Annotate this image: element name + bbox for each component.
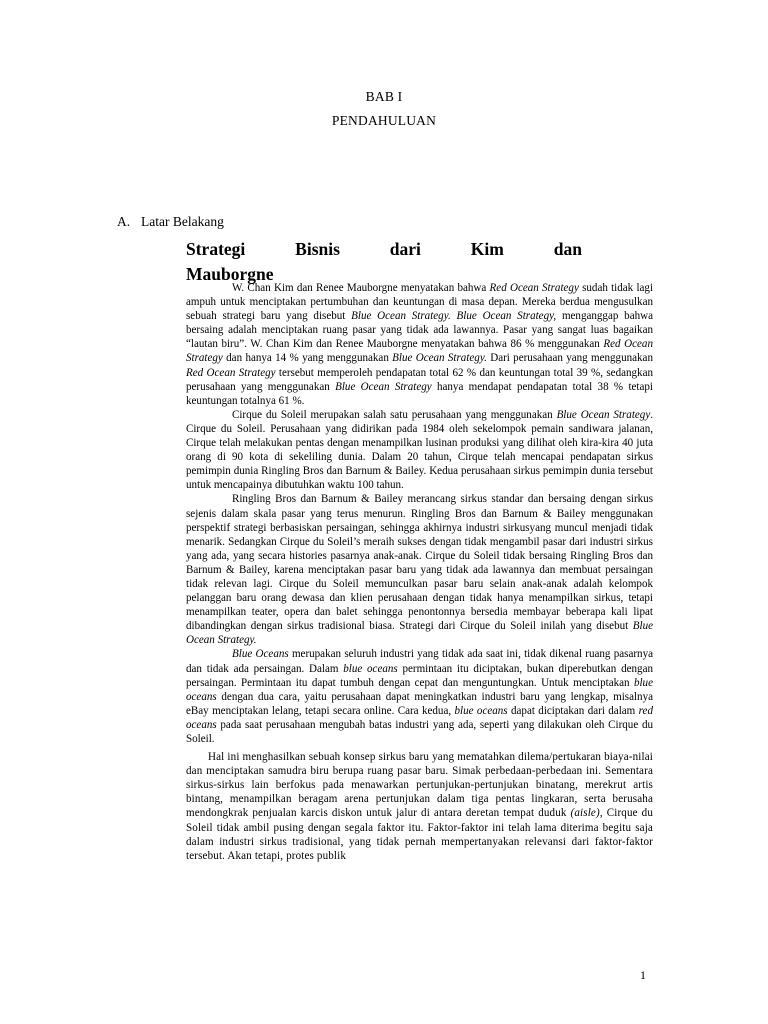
italic-text: Blue Ocean Strategy. <box>186 620 653 647</box>
chapter-number: BAB I <box>365 89 403 104</box>
chapter-title: PENDAHULUAN <box>331 113 437 128</box>
section-heading <box>117 214 224 230</box>
heading-word: dari <box>389 239 421 259</box>
paragraph <box>186 281 653 408</box>
page-number: 1 <box>640 968 646 982</box>
text-run: dengan dua cara, yaitu perusahaan dapat meningkatkan industri baru yang lengkap, misalnya eBay menciptakan lelang, tetapi secara online. Cara kedua, <box>186 690 653 717</box>
heading-line-1 <box>186 237 582 262</box>
text-run: dapat diciptakan dari dalam <box>507 704 639 717</box>
heading-word: dan <box>553 239 582 259</box>
italic-text: Blue Ocean Strategy. <box>392 352 487 365</box>
heading-line-2: Mauborgne <box>186 264 274 284</box>
italic-text: (aisle), <box>570 807 603 820</box>
body-text <box>186 281 653 863</box>
heading-word: Kim <box>470 239 504 259</box>
italic-text: Red Ocean Strategy <box>489 282 579 294</box>
italic-text: Red Ocean Strategy <box>186 366 276 379</box>
italic-text: Blue Ocean Strategy <box>335 380 432 393</box>
italic-text: blue oceans <box>343 662 398 675</box>
italic-text: red oceans <box>186 704 653 731</box>
italic-text: Red Ocean Strategy <box>186 338 653 365</box>
paragraph <box>186 647 653 746</box>
heading-word: Strategi <box>186 239 246 259</box>
text-run: tersebut memperoleh pendapatan total 62 % dan keuntungan total 39 %, sedangkan perusahaan yang menggunakan <box>186 366 654 393</box>
text-run: menganggap bahwa bersaing adalah menciptakan ruang pasar yang tidak ada lawannya. Pasar yang sangat luas bagaikan “lautan biru”. W. Chan Kim dan Renee Mauborgne menyatakan bahwa 86 % menggunakan <box>186 310 654 351</box>
italic-text: blue oceans <box>186 676 653 703</box>
section-title: Latar Belakang <box>141 214 224 229</box>
text-run: dan hanya 14 % yang menggunakan <box>222 352 393 365</box>
text-run: sudah tidak lagi ampuh untuk menciptakan pertumbuhan dan keuntungan di masa depan. Mereka berdua mengusulkan sebuah strategi baru yang disebut <box>186 282 654 323</box>
text-run: Hal ini menghasilkan sebuah konsep sirkus baru yang mematahkan dilema/pertukaran biaya-nilai dan menciptakan samudra biru berupa ruang pasar baru. Simak perbedaan-perbedaan ini. Sementara sirkus-sirkus lain berfokus pada menawarkan pertunjukan-pertunjukan binatang, merekrut artis bintang, menampilkan beragam arena pertunjukan dalam tiga pentas lingkaran, serta berusaha mendongkrak penjualan karcis diskon untuk jalur di antara deretan tempat duduk <box>186 751 653 820</box>
italic-text: Blue Ocean Strategy. Blue Ocean Strategy, <box>351 310 557 323</box>
text-run: hanya mendapat pendapatan total 38 % tetapi keuntungan totalnya 61 %. <box>186 380 653 407</box>
paragraph <box>186 750 653 863</box>
italic-text: blue oceans <box>454 704 508 717</box>
italic-text: Blue Oceans <box>232 648 289 661</box>
text-run: Cirque du Soleil tidak ambil pusing dengan segala faktor itu. Faktor-faktor ini telah lama diterima begitu saja dalam industri sirkus tradisional, yang tidak pernah mempertanyakan relevansi dari faktor-faktor tersebut. Akan tetapi, protes publik <box>186 807 653 862</box>
paragraph <box>186 492 653 647</box>
heading-word: Bisnis <box>295 239 340 259</box>
paragraph <box>186 408 653 493</box>
text-run: Dari perusahaan yang menggunakan <box>486 352 653 365</box>
text-run: W. Chan Kim dan Renee Mauborgne menyatakan bahwa <box>232 282 490 294</box>
text-run: Cirque du Soleil merupakan salah satu perusahaan yang menggunakan <box>232 408 557 421</box>
text-run: merupakan seluruh industri yang tidak ada saat ini, tidak dikenal ruang pasarnya dan tidak ada persaingan. Dalam <box>186 648 653 675</box>
text-run: permintaan itu diciptakan, bukan diperebutkan dengan persaingan. Permintaan itu dapat tumbuh dengan cepat dan menguntungkan. Untuk menciptakan <box>186 662 653 689</box>
text-run: Ringling Bros dan Barnum & Bailey merancang sirkus standar dan bersaing dengan sirkus sejenis dalam skala pasar yang terus menurun. Ringling Bros dan Barnum & Bailey menggunakan perspektif strategi berbasiskan persaingan, sehingga akhirnya industri sirkusyang muncul menjadi tidak menarik. Sedangkan Cirque du Soleil’s meraih sukses dengan tidak mengambil pasar dari industri sirkus yang ada, yang secara histories pasarnya anak-anak. Cirque du Soleil tidak bersaing Ringling Bros dan Barnum & Bailey, karena menciptakan pasar baru yang tidak ada lawannya dan membuat persaingan tidak relevan lagi. Cirque du Soleil memunculkan pasar baru selain anak-anak adalah kelompok pelanggan baru orang dewasa dan klien perusahaan dengan tidak hanya menampilkan sirkus, tetapi menampilkan teater, opera dan balet sehingga penontonnya bersedia membayar beberapa kali lipat dibandingkan dengan sirkus tradisional biasa. Strategi dari Cirque du Soleil inilah yang disebut <box>186 493 653 633</box>
text-run: . Cirque du Soleil. Perusahaan yang didirikan pada 1984 oleh sekelompok pemain sandiwara jalanan, Cirque telah melakukan pentas dengan menampilkan lusinan produksi yang dilihat oleh kira-kira 40 juta orang di 90 kota di sekeliling dunia. Dalam 20 tahun, Cirque telah mencapai pendapatan sirkus pemimpin dunia Ringling Bros dan Barnum & Bailey. Kedua perusahaan sirkus pemimpin dunia tersebut untuk mencapainya dibutuhkan waktu 100 tahun. <box>186 408 653 492</box>
italic-text: Blue Ocean Strategy <box>556 408 651 421</box>
section-label: A. <box>117 214 131 229</box>
article-heading <box>186 237 582 287</box>
text-run: pada saat perusahaan mengubah batas industri yang ada, seperti yang dilakukan oleh Cirque du Soleil. <box>186 718 653 745</box>
